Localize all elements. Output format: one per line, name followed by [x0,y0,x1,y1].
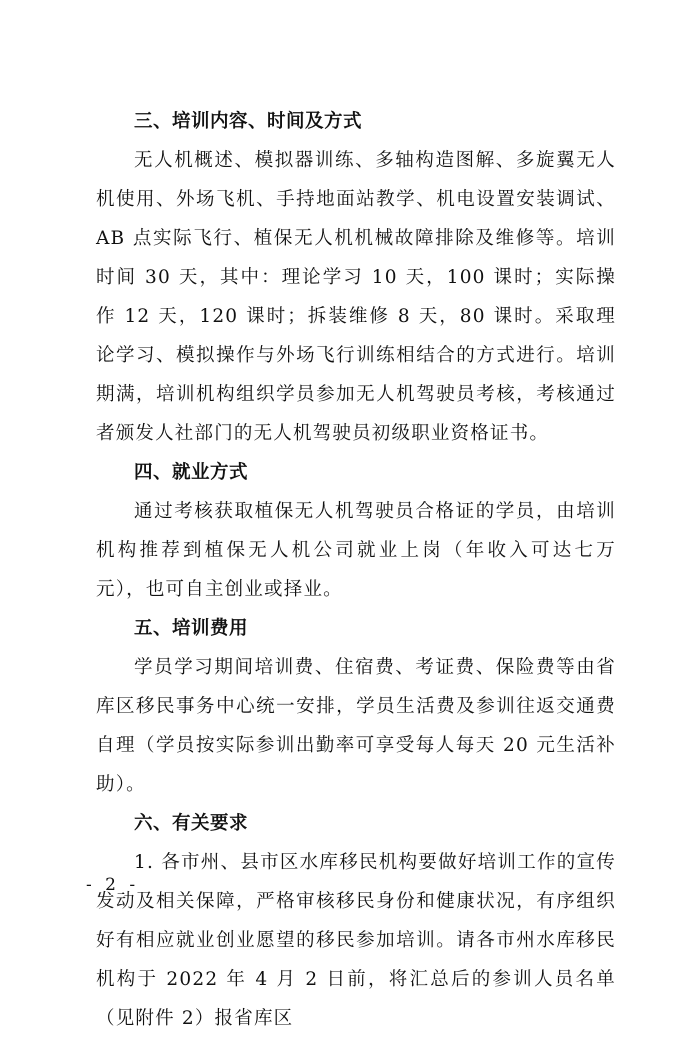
section-heading-training-fees: 五、培训费用 [134,618,249,639]
document-body [96,102,616,1038]
paragraph-employment: 通过考核获取植保无人机驾驶员合格证的学员，由培训机构推荐到植保无人机公司就业上岗（年收入可达七万元），也可自主创业或择业。 [96,501,616,600]
paragraph-requirements-1: 1. 各市州、县市区水库移民机构要做好培训工作的宣传发动及相关保障，严格审核移民身份和健康状况，有序组织好有相应就业创业愿望的移民参加培训。请各市州水库移民机构于 2022 年 4 月 2 日前，将汇总后的参训人员名单（见附件 2）报省库区 [96,852,616,1029]
paragraph-training-fees: 学员学习期间培训费、住宿费、考证费、保险费等由省库区移民事务中心统一安排，学员生活费及参训往返交通费自理（学员按实际参训出勤率可享受每人每天 20 元生活补助）。 [96,657,616,795]
section-heading-training-content: 三、培训内容、时间及方式 [134,111,363,132]
section-heading-requirements: 六、有关要求 [134,813,249,834]
page-number: - 2 - [86,875,140,895]
section-heading-employment: 四、就业方式 [134,462,249,483]
paragraph-training-content: 无人机概述、模拟器训练、多轴构造图解、多旋翼无人机使用、外场飞机、手持地面站教学、机电设置安装调试、AB 点实际飞行、植保无人机机械故障排除及维修等。培训时间 30 天，其中：理论学习 10 天，100 课时；实际操作 12 天，120 课时；拆装维修 8 天，80 课时。采取理论学习、模拟操作与外场飞行训练相结合的方式进行。培训期满，培训机构组织学员参加无人机驾驶员考核，考核通过者颁发人社部门的无人机驾驶员初级职业资格证书。 [96,150,616,444]
